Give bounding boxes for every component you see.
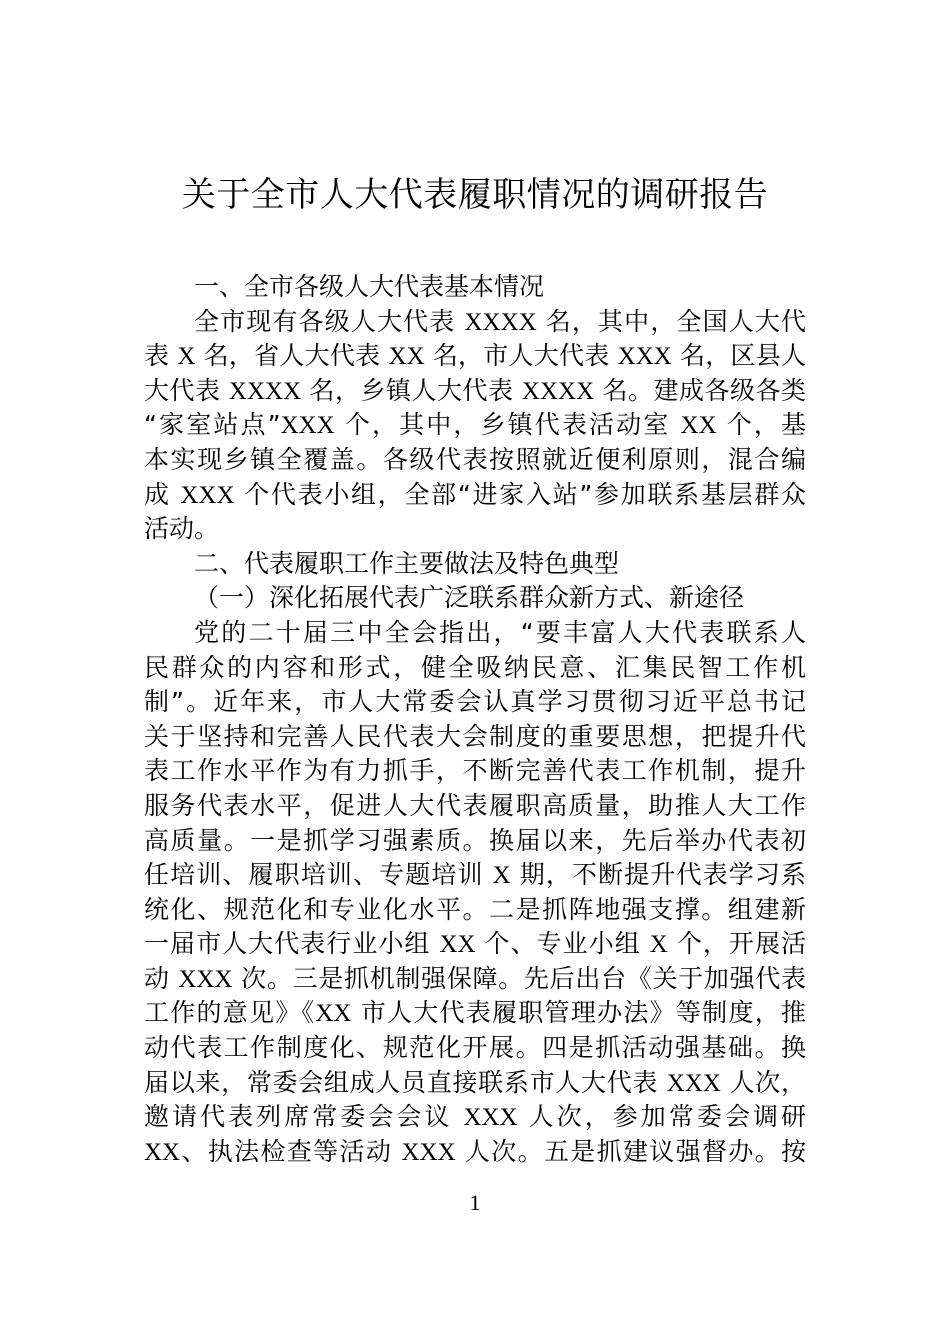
text-line: XX、执法检查等活动 XXX 人次。五是抓建议强督办。按 (144, 1136, 806, 1166)
text-line: 大代表 XXXX 名，乡镇人大代表 XXXX 名。建成各级各类 (144, 375, 806, 405)
text-line: 表 X 名，省人大代表 XX 名，市人大代表 XXX 名，区县人 (144, 341, 806, 371)
text-line: 动代表工作制度化、规范化开展。四是抓活动强基础。换 (144, 1033, 806, 1063)
text-line: 成 XXX 个代表小组，全部“进家入站”参加联系基层群众 (144, 479, 806, 509)
text-line: 二、代表履职工作主要做法及特色典型 (194, 548, 620, 578)
document-body (144, 270, 806, 1169)
document-title: 关于全市人大代表履职情况的调研报告 (181, 175, 769, 215)
text-line: 党的二十届三中全会指出，“要丰富人大代表联系人 (194, 617, 806, 647)
text-line: 一届市人大代表行业小组 XX 个、专业小组 X 个，开展活 (144, 929, 806, 959)
text-line: 届以来，常委会组成人员直接联系市人大代表 XXX 人次， (144, 1067, 806, 1097)
text-line: 工作的意见》《XX 市人大代表履职管理办法》等制度，推 (144, 998, 806, 1028)
text-line: 服务代表水平，促进人大代表履职高质量，助推人大工作 (144, 790, 806, 820)
text-line: 本实现乡镇全覆盖。各级代表按照就近便利原则，混合编 (144, 444, 806, 474)
text-line: 邀请代表列席常委会会议 XXX 人次，参加常委会调研 (144, 1102, 806, 1132)
text-line: 制”。近年来，市人大常委会认真学习贯彻习近平总书记 (144, 687, 806, 717)
text-line: “家室站点”XXX 个，其中，乡镇代表活动室 XX 个，基 (144, 410, 806, 440)
text-line: 统化、规范化和专业化水平。二是抓阵地强支撑。组建新 (144, 894, 806, 924)
text-line: 表工作水平作为有力抓手，不断完善代表工作机制，提升 (144, 756, 806, 786)
text-line: 一、全市各级人大代表基本情况 (194, 272, 545, 301)
text-line: 民群众的内容和形式，健全吸纳民意、汇集民智工作机 (144, 652, 806, 682)
text-line: 动 XXX 次。三是抓机制强保障。先后出台《关于加强代表 (144, 963, 806, 993)
text-line: 关于坚持和完善人民代表大会制度的重要思想，把提升代 (144, 721, 806, 751)
page-number: 1 (469, 1190, 481, 1215)
text-line: 全市现有各级人大代表 XXXX 名，其中，全国人大代 (194, 306, 806, 336)
text-line: 任培训、履职培训、专题培训 X 期，不断提升代表学习系 (144, 860, 806, 890)
text-line: 活动。 (144, 514, 220, 544)
text-line: （一）深化拓展代表广泛联系群众新方式、新途径 (194, 583, 745, 613)
text-line: 高质量。一是抓学习强素质。换届以来，先后举办代表初 (144, 825, 806, 855)
